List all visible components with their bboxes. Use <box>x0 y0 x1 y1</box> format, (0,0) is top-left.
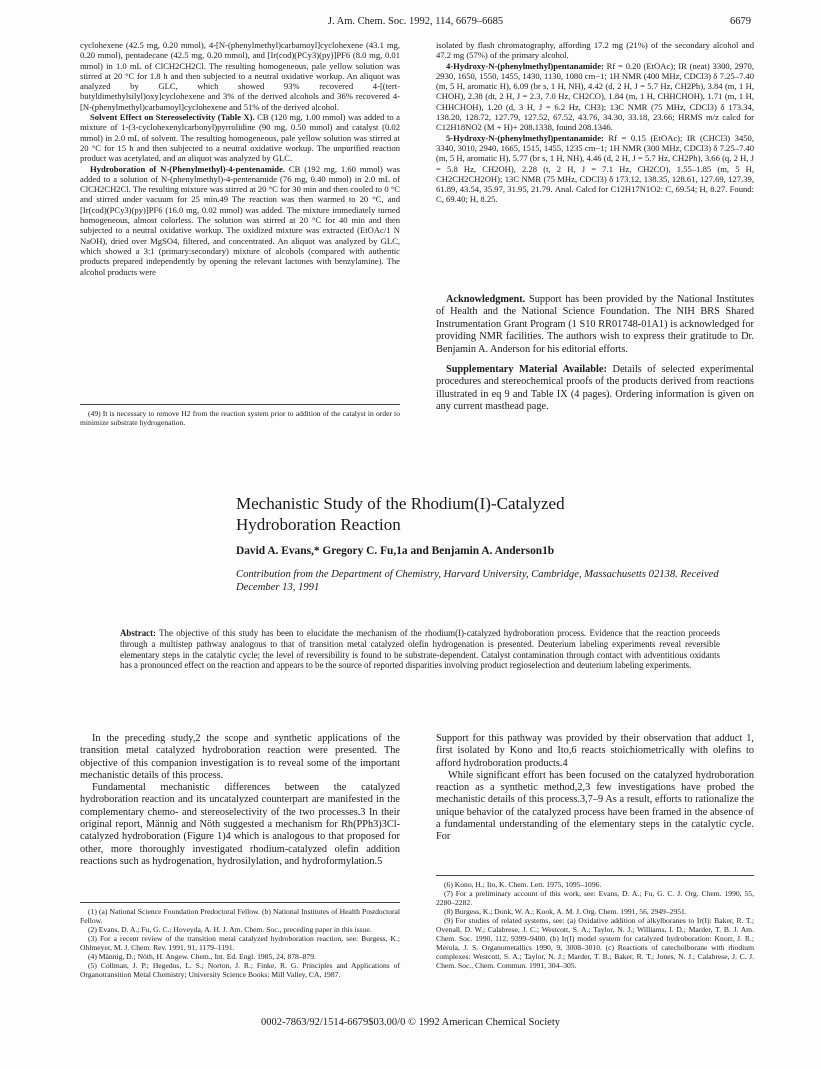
paragraph-text: CB (192 mg, 1.60 mmol) was added to a solution of N-(phenylmethyl)-4-pentenamide (76 mg, 0.40 mmol) in 2.0 mL of ClCH2CH2Cl. The resulting mixture was stirred at 20 °C for 30 min and then cooled to 0 °C and stirred under vacuum for 25 min.49 The reaction was then warmed to 20 °C, and [Ir(cod)(PCy3)(py)]PF6 (16.0 mg, 0.02 mmol) was added. The mixture immediately turned homogeneous, almost colorless. The solution was stirred at 20 °C for 40 min and then subjected to a neutral oxidative workup. The oxidized mixture was extracted (EtOAc/1 N NaOH), dried over MgSO4, filtered, and concentrated. An aliquot was analyzed by GLC, which showed a 3:1 (primary:secondary) mixture of alcohols (compared with authentic products prepared independently by opening the relevant lactones with benzylamine). The alcohol products were <box>80 163 400 277</box>
acknowledgment-heading: Acknowledgment. <box>446 294 526 305</box>
introduction-right-column <box>436 733 754 844</box>
footnote-text: (3) For a recent review of the transition metal catalyzed hydroboration reaction, see: Burgess, K.; Ohlmeyer, M. J. Chem. Rev. 1991, 91, 1179–1191. <box>80 934 400 952</box>
experimental-right-column <box>436 40 754 205</box>
footnote-text: (49) It is necessary to remove H2 from the reaction system prior to addition of the catalyst in order to minimize substrate hydrogenation. <box>80 409 400 427</box>
experimental-paragraph <box>80 112 400 163</box>
section-heading: Hydroboration of N-(Phenylmethyl)-4-pentenamide. <box>90 163 285 174</box>
article-title <box>236 493 716 535</box>
compound-heading: 5-Hydroxy-N-(phenylmethyl)pentanamide: <box>446 132 604 143</box>
journal-citation: J. Am. Chem. Soc. 1992, 114, 6679–6685 <box>327 16 504 27</box>
footnote-divider <box>80 902 400 903</box>
body-paragraph: In the preceding study,2 the scope and synthetic applications of the transition metal catalyzed hydroboration reaction were presented. The objective of this companion investigation is to reveal some of the important mechanistic details of this process. <box>80 733 400 781</box>
author-list: David A. Evans,* Gregory C. Fu,1a and Benjamin A. Anderson1b <box>236 545 555 557</box>
acknowledgment-text: Support has been provided by the National Institutes of Health and the National Science Foundation. The NIH BRS Shared Instrumentation Grant Program (1 S10 RR01748-01A1) is acknowledged for providing NMR facilities. The authors wish to express their gratitude to Dr. Benjamin A. Anderson for his editorial efforts. <box>436 294 754 355</box>
footnote-49 <box>80 409 400 427</box>
footnote-text: (1) (a) National Science Foundation Predoctoral Fellow. (b) National Institutes of Health Postdoctoral Fellow. <box>80 907 400 925</box>
experimental-left-column <box>80 40 400 277</box>
footnote-text: (8) Burgess, K.; Donk, W. A.; Kook, A. M. J. Org. Chem. 1991, 56, 2949–2951. <box>444 907 687 916</box>
footnote-text: (6) Kono, H.; Ito, K. Chem. Lett. 1975, 1095–1096. <box>444 880 602 889</box>
abstract-text: The objective of this study has been to elucidate the mechanism of the rhodium(I)-catalyzed hydroboration process. Evidence that the reaction proceeds through a multistep pathway analogous to that of transition metal catalyzed olefin hydrogenation is presented. Deuterium labeling experiments reveal reversible elementary steps in the catalytic cycle; the level of reversibility is found to be substrate-dependent. Catalyst contamination through contact with adventitious oxidants has a pronounced effect on the reaction and appears to be the source of reported disparities involving product regioselection and deuterium labeling experiments. <box>120 628 720 671</box>
body-paragraph: Support for this pathway was provided by their observation that adduct 1, first isolated by Kono and Ito,6 reacts stoichiometrically with olefins to afford hydroboration products.4 <box>436 733 754 769</box>
title-line: Hydroboration Reaction <box>236 515 401 534</box>
footnote-text: (4) Männig, D.; Nöth, H. Angew. Chem., Int. Ed. Engl. 1985, 24, 878–879. <box>88 952 316 961</box>
experimental-paragraph <box>436 61 754 133</box>
footnote-text: (7) For a preliminary account of this work, see: Evans, D. A.; Fu, G. C. J. Org. Chem. 1990, 55, 2280–2282. <box>436 889 754 907</box>
body-paragraph: While significant effort has been focused on the catalyzed hydroboration reaction as a synthetic method,2,3 few investigations have probed the mechanistic details of this process.3,7–9 As a result, efforts to rationalize the unique behavior of the catalyzed process have been framed in the absence of a fundamental understanding of the elementary steps in the catalytic cycle. For <box>436 769 754 843</box>
page-footer: 0002-7863/92/1514-6679$03.00/0 © 1992 American Chemical Society <box>260 1017 561 1028</box>
introduction-left-column <box>80 733 400 868</box>
experimental-paragraph: cyclohexene (42.5 mg, 0.20 mmol), 4-[N-(phenylmethyl)carbamoyl]cyclohexene (43.1 mg, 0.20 mmol), pentadecane (42.5 mg, 0.20 mmol), and [Ir(cod)(PCy3)(py)]PF6 (8.0 mg, 0.01 mmol) in 1.0 mL of ClCH2CH2Cl. The resulting homogeneous, pale yellow solution was stirred at 20 °C for 1.8 h and then subjected to a neutral oxidative workup. An aliquot was analyzed by GLC, which showed 93% recovered 4-[(tert-butyldimethylsilyl)oxy]cyclohexene and 3% of the derived alcohols and 36% recovered 4-[N-(phenylmethyl)carbamoyl]cyclohexene and 51% of the derived alcohol. <box>80 40 400 112</box>
footnote-divider <box>436 875 754 876</box>
footnote-text: (2) Evans, D. A.; Fu, G. C.; Hoveyda, A. H. J. Am. Chem. Soc., preceding paper in this issue. <box>88 925 372 934</box>
acknowledgment-section <box>436 294 754 422</box>
acknowledgment-paragraph <box>436 294 754 356</box>
section-heading: Solvent Effect on Stereoselectivity (Table X). <box>90 112 255 123</box>
title-line: Mechanistic Study of the Rhodium(I)-Catalyzed <box>236 494 565 513</box>
compound-heading: 4-Hydroxy-N-(phenylmethyl)pentanamide: <box>446 60 604 71</box>
experimental-paragraph <box>436 133 754 205</box>
experimental-paragraph: isolated by flash chromatography, affording 17.2 mg (21%) of the secondary alcohol and 47.2 mg (57%) of the primary alcohol. <box>436 40 754 61</box>
abstract <box>120 628 720 671</box>
paragraph-text: Rf = 0.20 (EtOAc); IR (neat) 3300, 2970, 2930, 1650, 1550, 1455, 1430, 1130, 1080 cm−1; 1H NMR (400 MHz, CDCl3) δ 7.25–7.40 (m, 5 H, aromatic H), 6.09 (br s, 1 H, NH), 4.42 (d, 2 H, J = 5.7 Hz, CH2Ph), 3.84 (m, 1 H, CHOH), 2.38 (dt, 2 H, J = 2.3, 7.0 Hz, CH2CO), 1.84 (m, 1 H, CHHCHOH), 1.71 (m, 1 H, CHHCHOH), 1.20 (d, 3 H, J = 6.2 Hz, CH3); 13C NMR (75 MHz, CDCl3) δ 173.34, 138.20, 128.72, 127.79, 127.52, 67.52, 43.76, 34.30, 33.18, 23.66; HRMS m/z calcd for C12H18NO2 (M + H)+ 208.1338, found 208.1346. <box>436 60 754 133</box>
supplementary-heading: Supplementary Material Available: <box>446 364 607 376</box>
paragraph-text: CB (120 mg, 1.00 mmol) was added to a mixture of 1-(3-cyclohexenylcarbonyl)pyrrolidine (90 mg, 0.50 mmol) and catalyst (0.02 mmol) in 2.0 mL of solvent. The resulting homogeneous, pale yellow solution was stirred at 20 °C for 15 h and then subjected to a neutral oxidative workup. The unpurified reaction product was acetylated, and an aliquot was analyzed by GLC. <box>80 112 400 164</box>
paragraph-text: Rf = 0.15 (EtOAc); IR (CHCl3) 3450, 3340, 3010, 2940, 1665, 1515, 1455, 1235 cm−1; 1H NMR (300 MHz, CDCl3) δ 7.25–7.40 (m, 5 H, aromatic H), 5.77 (br s, 1 H, NH), 4.46 (d, 2 H, J = 5.7 Hz, CH2Ph), 3.66 (q, 2 H, J = 5.8 Hz, CH2OH), 2.28 (t, 2 H, J = 7.1 Hz, CH2CO), 1.55–1.85 (m, 5 H, CH2CH2CH2OH); 13C NMR (75 MHz, CDCl3) δ 173.12, 138.35, 128.61, 127.69, 127.39, 61.89, 43.54, 35.97, 31.95, 21.79. Anal. Calcd for C12H17N1O2: C, 69.54; H, 8.27. Found: C, 69.40; H, 8.25. <box>436 132 754 205</box>
experimental-paragraph <box>80 164 400 277</box>
body-paragraph: Fundamental mechanistic differences between the catalyzed hydroboration reaction and its uncatalyzed counterpart are manifested in the complementary chemo- and stereoselectivity of the two processes.3 In their original report, Männig and Nöth suggested a mechanism for Rh(PPh3)3Cl-catalyzed hydroboration (Figure 1)4 which is analogous to that proposed for other, more thoroughly investigated rhodium-catalyzed olefin addition reactions such as hydrogenation, hydrosilylation, and hydroformylation.5 <box>80 782 400 867</box>
footnote-text: (5) Collman, J. P.; Hegedus, L. S.; Norton, J. R.; Finke, R. G. Principles and Applications of Organotransition Metal Chemistry; University Science Books: Mill Valley, CA, 1987. <box>80 961 400 979</box>
footnote-divider <box>80 404 400 405</box>
affiliation: Contribution from the Department of Chemistry, Harvard University, Cambridge, Massachusetts 02138. Received December 13, 1991 <box>236 569 719 593</box>
footnotes-right <box>436 880 754 970</box>
running-head <box>80 16 751 30</box>
supplementary-text: Details of selected experimental procedures and stereochemical proofs of the products derived from reactions illustrated in eq 9 and Table IX (4 pages). Ordering information is given on any current masthead page. <box>436 364 754 413</box>
footnote-text: (9) For studies of related systems, see: (a) Oxidative addition of alkylboranes to Ir(I): Baker, R. T.; Ovenall, D. W.; Calabrese, J. C.; Westcott, S. A.; Taylor, N. J.; Williams, I. D.; Marder, T. B. J. Am. Chem. Soc. 1990, 112, 9399–9400. (b) Ir(I) model system for catalyzed hydroboration: Knorr, J. R.; Merola, J. S. Organometallics 1990, 9, 3008–3010. (c) Reactions of catecholborane with rhodium complexes: Westcott, S. A.; Taylor, N. J.; Marder, T. B.; Baker, R. T.; Jones, N. J.; Calabrese, J. C. J. Chem. Soc., Chem. Commun. 1991, 304–305. <box>436 916 754 970</box>
footnotes-left <box>80 907 400 979</box>
supplementary-paragraph <box>436 364 754 414</box>
page-number: 6679 <box>730 16 751 27</box>
abstract-heading: Abstract: <box>120 628 156 638</box>
